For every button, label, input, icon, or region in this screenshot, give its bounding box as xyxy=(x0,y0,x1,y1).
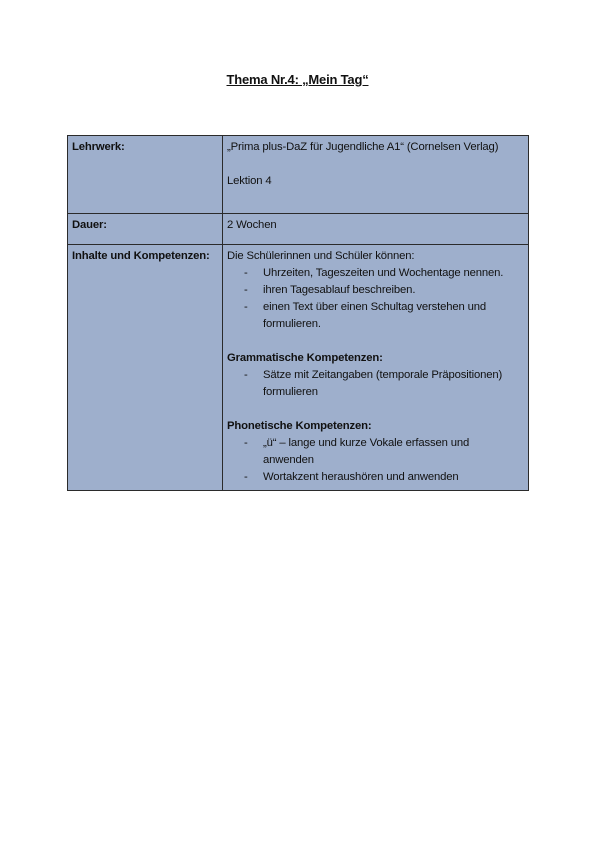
dauer-label: Dauer: xyxy=(68,214,223,245)
inhalte-intro: Die Schülerinnen und Schüler können: xyxy=(227,250,415,262)
spacer xyxy=(227,156,522,173)
list-item xyxy=(244,265,522,282)
dash-bullet: - xyxy=(244,301,248,313)
dash-bullet: - xyxy=(244,284,248,296)
inhalte-cell xyxy=(223,245,529,491)
list-item xyxy=(244,367,522,401)
spacer xyxy=(227,401,522,418)
phonetic-list xyxy=(227,435,522,486)
competence-list xyxy=(227,265,522,333)
phonetic-heading: Phonetische Kompetenzen: xyxy=(227,420,372,432)
table-row-inhalte xyxy=(68,245,529,491)
table-row-lehrwerk xyxy=(68,136,529,214)
dash-bullet: - xyxy=(244,471,248,483)
list-item-text: Sätze mit Zeitangaben (temporale Präpositionen) formulieren xyxy=(263,369,503,398)
dash-bullet: - xyxy=(244,437,248,449)
list-item-text: Wortakzent heraushören und anwenden xyxy=(263,471,459,483)
grammar-heading: Grammatische Kompetenzen: xyxy=(227,352,383,364)
lehrwerk-cell xyxy=(223,136,529,214)
dash-bullet: - xyxy=(244,369,248,381)
list-item xyxy=(244,469,522,486)
list-item xyxy=(244,299,522,333)
inhalte-label: Inhalte und Kompetenzen: xyxy=(68,245,223,491)
spacer xyxy=(227,333,522,350)
lehrwerk-label: Lehrwerk: xyxy=(68,136,223,214)
list-item xyxy=(244,435,522,469)
dauer-value: 2 Wochen xyxy=(223,214,529,245)
grammar-list xyxy=(227,367,522,401)
list-item-text: einen Text über einen Schultag verstehen und formulieren. xyxy=(263,301,487,330)
page-title: Thema Nr.4: „Mein Tag“ xyxy=(226,72,369,87)
list-item-text: Uhrzeiten, Tageszeiten und Wochentage nennen. xyxy=(263,267,504,279)
table-row-dauer xyxy=(68,214,529,245)
lesson-plan-table xyxy=(67,135,529,491)
list-item-text: „ü“ – lange und kurze Vokale erfassen und anwenden xyxy=(263,437,470,466)
lehrwerk-lesson: Lektion 4 xyxy=(227,175,272,187)
lehrwerk-book: „Prima plus-DaZ für Jugendliche A1“ (Cornelsen Verlag) xyxy=(227,141,499,153)
dash-bullet: - xyxy=(244,267,248,279)
list-item-text: ihren Tagesablauf beschreiben. xyxy=(263,284,416,296)
list-item xyxy=(244,282,522,299)
